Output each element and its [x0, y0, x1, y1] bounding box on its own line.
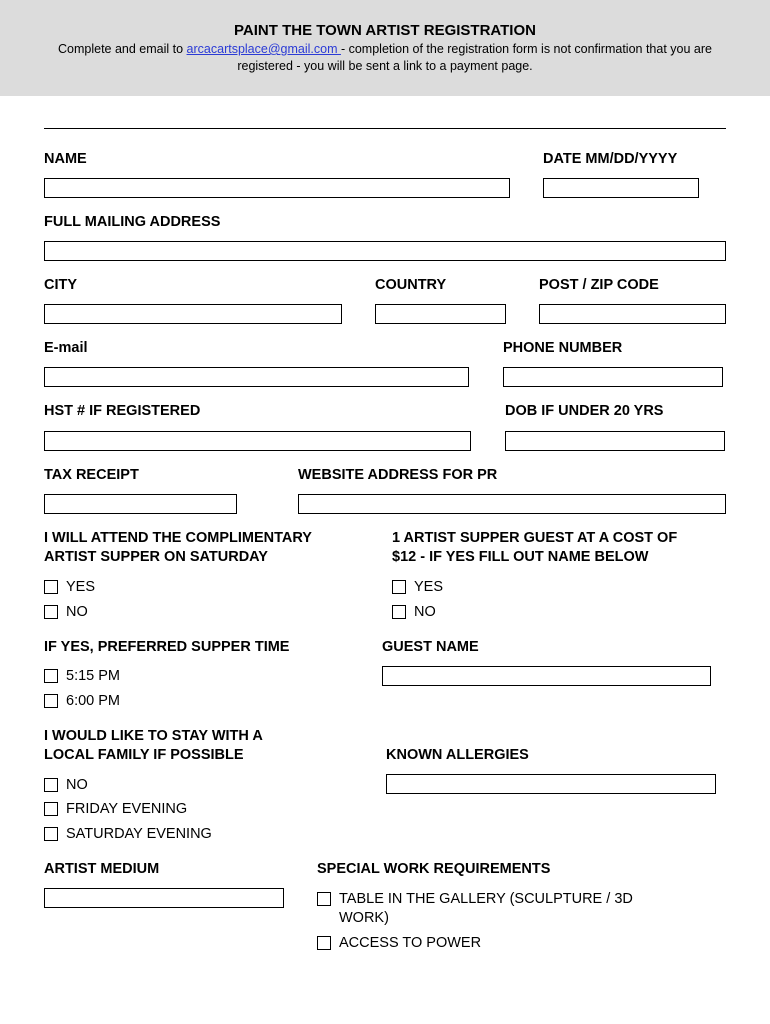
guest-yes-text: YES — [414, 579, 444, 595]
email-label: E-mail — [44, 340, 88, 356]
dob-label: DOB IF UNDER 20 YRS — [505, 403, 664, 419]
divider — [44, 128, 726, 129]
stay-no-checkbox[interactable] — [44, 778, 58, 792]
city-field[interactable] — [44, 304, 342, 324]
country-label: COUNTRY — [375, 277, 447, 293]
guest-name-label: GUEST NAME — [382, 639, 479, 655]
special-table-checkbox[interactable] — [317, 892, 331, 906]
stay-no-option[interactable] — [44, 776, 88, 795]
hst-field[interactable] — [44, 431, 471, 451]
supper-no-checkbox[interactable] — [44, 605, 58, 619]
name-field[interactable] — [44, 178, 510, 198]
supper-time-label: IF YES, PREFERRED SUPPER TIME — [44, 639, 290, 655]
special-power-text: ACCESS TO POWER — [339, 935, 482, 951]
supper-label-line1: I WILL ATTEND THE COMPLIMENTARY — [44, 530, 312, 546]
tax-receipt-field[interactable] — [44, 494, 237, 514]
medium-field[interactable] — [44, 888, 284, 908]
supper-no-text: NO — [66, 604, 88, 620]
time-600-checkbox[interactable] — [44, 694, 58, 708]
guest-no-text: NO — [414, 604, 436, 620]
stay-saturday-option[interactable] — [44, 825, 212, 844]
website-field[interactable] — [298, 494, 726, 514]
dob-field[interactable] — [505, 431, 725, 451]
guest-yes-checkbox[interactable] — [392, 580, 406, 594]
country-field[interactable] — [375, 304, 506, 324]
guest-label-line2: $12 - IF YES FILL OUT NAME BELOW — [392, 549, 649, 565]
guest-name-field[interactable] — [382, 666, 711, 686]
postcode-label: POST / ZIP CODE — [539, 277, 659, 293]
date-field[interactable] — [543, 178, 699, 198]
special-power-checkbox[interactable] — [317, 936, 331, 950]
stay-label-line2: LOCAL FAMILY IF POSSIBLE — [44, 747, 244, 763]
supper-yes-checkbox[interactable] — [44, 580, 58, 594]
special-table-option[interactable] — [317, 890, 677, 928]
stay-friday-option[interactable] — [44, 800, 187, 819]
supper-yes-text: YES — [66, 579, 96, 595]
allergies-label: KNOWN ALLERGIES — [386, 747, 529, 763]
supper-label-line2: ARTIST SUPPER ON SATURDAY — [44, 549, 268, 565]
stay-friday-text: FRIDAY EVENING — [66, 801, 188, 817]
time-600-option[interactable] — [44, 692, 120, 711]
email-field[interactable] — [44, 367, 469, 387]
instructions-suffix: - completion of the registration form is not confirmation that you are registered - you will be sent a link to a payment page. — [237, 42, 712, 73]
email-link[interactable]: arcacartsplace@gmail.com — [186, 42, 341, 56]
form-instructions — [48, 41, 722, 75]
phone-label: PHONE NUMBER — [503, 340, 623, 356]
guest-no-option[interactable] — [392, 603, 436, 622]
stay-saturday-text: SATURDAY EVENING — [66, 826, 212, 842]
time-515-text: 5:15 PM — [66, 668, 120, 684]
phone-field[interactable] — [503, 367, 723, 387]
postcode-field[interactable] — [539, 304, 726, 324]
supper-no-option[interactable] — [44, 603, 88, 622]
tax-receipt-label: TAX RECEIPT — [44, 467, 139, 483]
city-label: CITY — [44, 277, 78, 293]
form-header — [0, 0, 770, 96]
time-600-text: 6:00 PM — [66, 693, 120, 709]
allergies-field[interactable] — [386, 774, 716, 794]
stay-friday-checkbox[interactable] — [44, 802, 58, 816]
special-power-option[interactable] — [317, 934, 481, 953]
hst-label: HST # IF REGISTERED — [44, 403, 201, 419]
form-title: PAINT THE TOWN ARTIST REGISTRATION — [234, 22, 536, 39]
date-label: DATE MM/DD/YYYY — [543, 151, 678, 167]
stay-no-text: NO — [66, 777, 88, 793]
time-515-checkbox[interactable] — [44, 669, 58, 683]
address-label: FULL MAILING ADDRESS — [44, 214, 221, 230]
guest-no-checkbox[interactable] — [392, 605, 406, 619]
stay-label-line1: I WOULD LIKE TO STAY WITH A — [44, 728, 263, 744]
name-label: NAME — [44, 151, 87, 167]
medium-label: ARTIST MEDIUM — [44, 861, 160, 877]
time-515-option[interactable] — [44, 667, 120, 686]
stay-saturday-checkbox[interactable] — [44, 827, 58, 841]
instructions-prefix: Complete and email to — [58, 42, 187, 56]
special-label: SPECIAL WORK REQUIREMENTS — [317, 861, 551, 877]
special-table-text: TABLE IN THE GALLERY (SCULPTURE / 3D WORK) — [339, 891, 633, 926]
guest-label-line1: 1 ARTIST SUPPER GUEST AT A COST OF — [392, 530, 678, 546]
supper-yes-option[interactable] — [44, 578, 95, 597]
website-label: WEBSITE ADDRESS FOR PR — [298, 467, 498, 483]
address-field[interactable] — [44, 241, 726, 261]
guest-yes-option[interactable] — [392, 578, 443, 597]
